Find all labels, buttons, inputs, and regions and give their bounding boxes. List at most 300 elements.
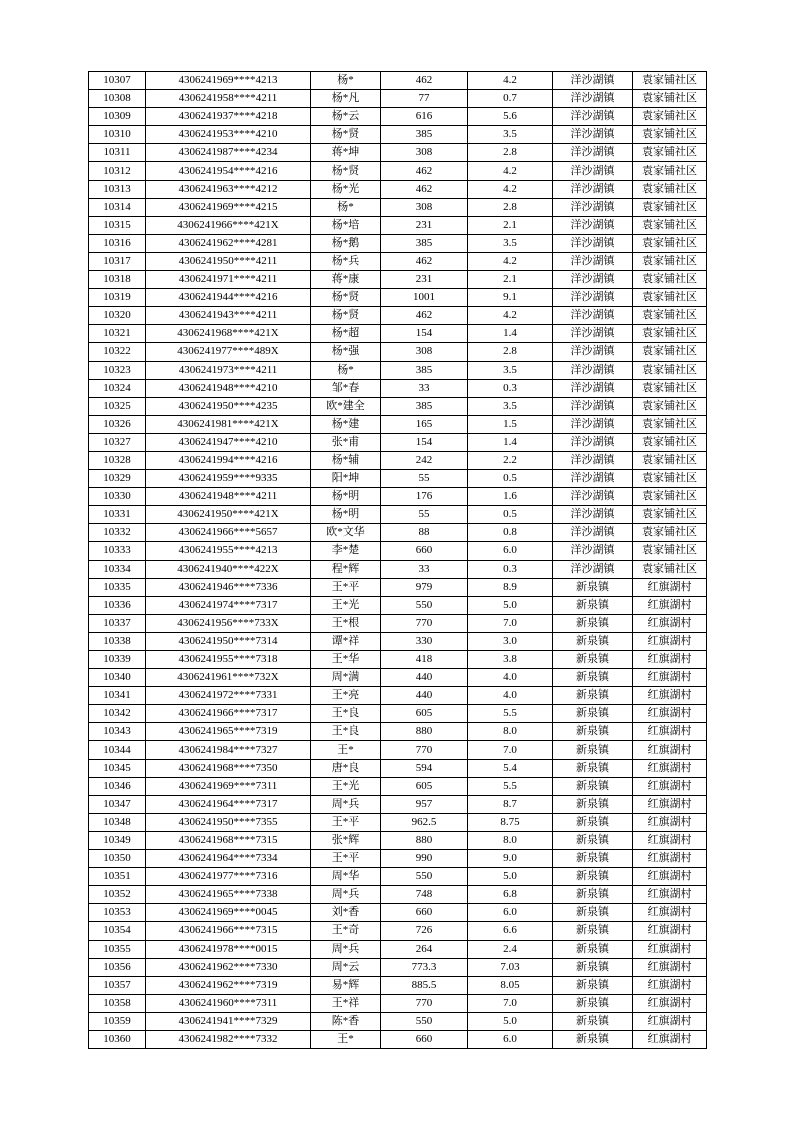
area-mu-cell: 6.0 bbox=[468, 1030, 553, 1048]
area-mu-cell: 5.4 bbox=[468, 759, 553, 777]
amount-cell: 308 bbox=[381, 343, 468, 361]
area-mu-cell: 8.9 bbox=[468, 578, 553, 596]
amount-cell: 990 bbox=[381, 850, 468, 868]
town-cell: 新泉镇 bbox=[553, 687, 633, 705]
name-cell: 王*根 bbox=[311, 614, 381, 632]
area-mu-cell: 2.4 bbox=[468, 940, 553, 958]
table-row bbox=[89, 777, 707, 795]
amount-cell: 176 bbox=[381, 488, 468, 506]
id-card-number-cell: 4306241950****4211 bbox=[146, 252, 311, 270]
id-card-number-cell: 4306241969****4215 bbox=[146, 198, 311, 216]
town-cell: 洋沙湖镇 bbox=[553, 415, 633, 433]
town-cell: 洋沙湖镇 bbox=[553, 361, 633, 379]
amount-cell: 550 bbox=[381, 868, 468, 886]
name-cell: 杨*强 bbox=[311, 343, 381, 361]
amount-cell: 242 bbox=[381, 451, 468, 469]
table-row bbox=[89, 940, 707, 958]
area-mu-cell: 5.5 bbox=[468, 705, 553, 723]
town-cell: 新泉镇 bbox=[553, 868, 633, 886]
name-cell: 杨*贤 bbox=[311, 162, 381, 180]
name-cell: 杨*明 bbox=[311, 506, 381, 524]
area-mu-cell: 8.75 bbox=[468, 813, 553, 831]
village-cell: 红旗湖村 bbox=[633, 886, 707, 904]
village-cell: 袁家铺社区 bbox=[633, 180, 707, 198]
village-cell: 袁家铺社区 bbox=[633, 343, 707, 361]
area-mu-cell: 4.0 bbox=[468, 669, 553, 687]
area-mu-cell: 3.0 bbox=[468, 632, 553, 650]
area-mu-cell: 6.0 bbox=[468, 904, 553, 922]
table-row bbox=[89, 560, 707, 578]
town-cell: 洋沙湖镇 bbox=[553, 144, 633, 162]
serial-number-cell: 10320 bbox=[89, 307, 146, 325]
name-cell: 王*平 bbox=[311, 578, 381, 596]
id-card-number-cell: 4306241963****4212 bbox=[146, 180, 311, 198]
id-card-number-cell: 4306241968****7350 bbox=[146, 759, 311, 777]
serial-number-cell: 10341 bbox=[89, 687, 146, 705]
town-cell: 新泉镇 bbox=[553, 632, 633, 650]
area-mu-cell: 3.5 bbox=[468, 234, 553, 252]
town-cell: 洋沙湖镇 bbox=[553, 325, 633, 343]
name-cell: 王*光 bbox=[311, 596, 381, 614]
id-card-number-cell: 4306241968****7315 bbox=[146, 831, 311, 849]
village-cell: 红旗湖村 bbox=[633, 777, 707, 795]
amount-cell: 308 bbox=[381, 198, 468, 216]
amount-cell: 770 bbox=[381, 614, 468, 632]
name-cell: 杨*鹅 bbox=[311, 234, 381, 252]
name-cell: 周*兵 bbox=[311, 940, 381, 958]
town-cell: 新泉镇 bbox=[553, 795, 633, 813]
name-cell: 杨*兵 bbox=[311, 252, 381, 270]
village-cell: 红旗湖村 bbox=[633, 759, 707, 777]
name-cell: 张*辉 bbox=[311, 831, 381, 849]
village-cell: 红旗湖村 bbox=[633, 904, 707, 922]
serial-number-cell: 10337 bbox=[89, 614, 146, 632]
amount-cell: 550 bbox=[381, 1012, 468, 1030]
serial-number-cell: 10327 bbox=[89, 433, 146, 451]
amount-cell: 770 bbox=[381, 994, 468, 1012]
area-mu-cell: 1.5 bbox=[468, 415, 553, 433]
serial-number-cell: 10352 bbox=[89, 886, 146, 904]
table-row bbox=[89, 162, 707, 180]
id-card-number-cell: 4306241964****7317 bbox=[146, 795, 311, 813]
town-cell: 洋沙湖镇 bbox=[553, 162, 633, 180]
table-row bbox=[89, 216, 707, 234]
name-cell: 刘*香 bbox=[311, 904, 381, 922]
id-card-number-cell: 4306241961****732X bbox=[146, 669, 311, 687]
town-cell: 新泉镇 bbox=[553, 813, 633, 831]
serial-number-cell: 10358 bbox=[89, 994, 146, 1012]
amount-cell: 957 bbox=[381, 795, 468, 813]
table-row bbox=[89, 1012, 707, 1030]
amount-cell: 418 bbox=[381, 651, 468, 669]
name-cell: 杨*凡 bbox=[311, 90, 381, 108]
amount-cell: 154 bbox=[381, 433, 468, 451]
serial-number-cell: 10330 bbox=[89, 488, 146, 506]
name-cell: 杨*光 bbox=[311, 180, 381, 198]
id-card-number-cell: 4306241984****7327 bbox=[146, 741, 311, 759]
name-cell: 欧*建全 bbox=[311, 397, 381, 415]
name-cell: 程*辉 bbox=[311, 560, 381, 578]
table-row bbox=[89, 976, 707, 994]
area-mu-cell: 4.0 bbox=[468, 687, 553, 705]
village-cell: 红旗湖村 bbox=[633, 705, 707, 723]
area-mu-cell: 5.6 bbox=[468, 108, 553, 126]
amount-cell: 773.3 bbox=[381, 958, 468, 976]
area-mu-cell: 4.2 bbox=[468, 72, 553, 90]
serial-number-cell: 10331 bbox=[89, 506, 146, 524]
village-cell: 袁家铺社区 bbox=[633, 72, 707, 90]
town-cell: 新泉镇 bbox=[553, 596, 633, 614]
name-cell: 谭*祥 bbox=[311, 632, 381, 650]
id-card-number-cell: 4306241953****4210 bbox=[146, 126, 311, 144]
id-card-number-cell: 4306241966****7317 bbox=[146, 705, 311, 723]
town-cell: 新泉镇 bbox=[553, 976, 633, 994]
id-card-number-cell: 4306241946****7336 bbox=[146, 578, 311, 596]
table-row bbox=[89, 886, 707, 904]
serial-number-cell: 10324 bbox=[89, 379, 146, 397]
area-mu-cell: 3.8 bbox=[468, 651, 553, 669]
name-cell: 杨*贤 bbox=[311, 307, 381, 325]
id-card-number-cell: 4306241971****4211 bbox=[146, 271, 311, 289]
table-row bbox=[89, 343, 707, 361]
table-row bbox=[89, 126, 707, 144]
name-cell: 欧*文华 bbox=[311, 524, 381, 542]
id-card-number-cell: 4306241977****7316 bbox=[146, 868, 311, 886]
serial-number-cell: 10354 bbox=[89, 922, 146, 940]
table-row bbox=[89, 922, 707, 940]
table-row bbox=[89, 361, 707, 379]
town-cell: 新泉镇 bbox=[553, 850, 633, 868]
id-card-number-cell: 4306241948****4210 bbox=[146, 379, 311, 397]
table-row bbox=[89, 669, 707, 687]
town-cell: 新泉镇 bbox=[553, 705, 633, 723]
serial-number-cell: 10344 bbox=[89, 741, 146, 759]
amount-cell: 962.5 bbox=[381, 813, 468, 831]
village-cell: 红旗湖村 bbox=[633, 669, 707, 687]
area-mu-cell: 5.0 bbox=[468, 1012, 553, 1030]
amount-cell: 550 bbox=[381, 596, 468, 614]
name-cell: 杨*明 bbox=[311, 488, 381, 506]
id-card-number-cell: 4306241960****7311 bbox=[146, 994, 311, 1012]
table-row bbox=[89, 994, 707, 1012]
name-cell: 邹*春 bbox=[311, 379, 381, 397]
area-mu-cell: 5.5 bbox=[468, 777, 553, 795]
name-cell: 张*甫 bbox=[311, 433, 381, 451]
village-cell: 红旗湖村 bbox=[633, 940, 707, 958]
table-row bbox=[89, 651, 707, 669]
name-cell: 蒋*康 bbox=[311, 271, 381, 289]
name-cell: 杨*辅 bbox=[311, 451, 381, 469]
town-cell: 新泉镇 bbox=[553, 886, 633, 904]
table-row bbox=[89, 813, 707, 831]
serial-number-cell: 10329 bbox=[89, 470, 146, 488]
amount-cell: 231 bbox=[381, 271, 468, 289]
serial-number-cell: 10328 bbox=[89, 451, 146, 469]
serial-number-cell: 10349 bbox=[89, 831, 146, 849]
amount-cell: 880 bbox=[381, 723, 468, 741]
amount-cell: 88 bbox=[381, 524, 468, 542]
id-card-number-cell: 4306241954****4216 bbox=[146, 162, 311, 180]
id-card-number-cell: 4306241965****7338 bbox=[146, 886, 311, 904]
town-cell: 洋沙湖镇 bbox=[553, 343, 633, 361]
town-cell: 洋沙湖镇 bbox=[553, 289, 633, 307]
town-cell: 新泉镇 bbox=[553, 759, 633, 777]
table-row bbox=[89, 596, 707, 614]
town-cell: 洋沙湖镇 bbox=[553, 542, 633, 560]
serial-number-cell: 10307 bbox=[89, 72, 146, 90]
village-cell: 袁家铺社区 bbox=[633, 524, 707, 542]
serial-number-cell: 10322 bbox=[89, 343, 146, 361]
town-cell: 洋沙湖镇 bbox=[553, 560, 633, 578]
area-mu-cell: 8.0 bbox=[468, 831, 553, 849]
id-card-number-cell: 4306241981****421X bbox=[146, 415, 311, 433]
area-mu-cell: 3.5 bbox=[468, 397, 553, 415]
amount-cell: 330 bbox=[381, 632, 468, 650]
amount-cell: 385 bbox=[381, 361, 468, 379]
serial-number-cell: 10334 bbox=[89, 560, 146, 578]
area-mu-cell: 2.2 bbox=[468, 451, 553, 469]
village-cell: 袁家铺社区 bbox=[633, 325, 707, 343]
area-mu-cell: 1.4 bbox=[468, 325, 553, 343]
name-cell: 王*光 bbox=[311, 777, 381, 795]
table-row bbox=[89, 1030, 707, 1048]
village-cell: 红旗湖村 bbox=[633, 994, 707, 1012]
area-mu-cell: 1.4 bbox=[468, 433, 553, 451]
serial-number-cell: 10346 bbox=[89, 777, 146, 795]
village-cell: 红旗湖村 bbox=[633, 614, 707, 632]
amount-cell: 440 bbox=[381, 687, 468, 705]
table-row bbox=[89, 415, 707, 433]
id-card-number-cell: 4306241987****4234 bbox=[146, 144, 311, 162]
amount-cell: 605 bbox=[381, 705, 468, 723]
amount-cell: 55 bbox=[381, 506, 468, 524]
name-cell: 周*满 bbox=[311, 669, 381, 687]
id-card-number-cell: 4306241962****4281 bbox=[146, 234, 311, 252]
serial-number-cell: 10310 bbox=[89, 126, 146, 144]
area-mu-cell: 0.7 bbox=[468, 90, 553, 108]
amount-cell: 880 bbox=[381, 831, 468, 849]
table-row bbox=[89, 904, 707, 922]
table-row bbox=[89, 687, 707, 705]
id-card-number-cell: 4306241941****7329 bbox=[146, 1012, 311, 1030]
area-mu-cell: 2.8 bbox=[468, 144, 553, 162]
table-row bbox=[89, 144, 707, 162]
id-card-number-cell: 4306241966****5657 bbox=[146, 524, 311, 542]
amount-cell: 462 bbox=[381, 307, 468, 325]
amount-cell: 308 bbox=[381, 144, 468, 162]
amount-cell: 77 bbox=[381, 90, 468, 108]
name-cell: 杨* bbox=[311, 361, 381, 379]
village-cell: 红旗湖村 bbox=[633, 651, 707, 669]
amount-cell: 462 bbox=[381, 180, 468, 198]
serial-number-cell: 10308 bbox=[89, 90, 146, 108]
id-card-number-cell: 4306241959****9335 bbox=[146, 470, 311, 488]
town-cell: 洋沙湖镇 bbox=[553, 108, 633, 126]
subsidy-table bbox=[88, 71, 707, 1049]
area-mu-cell: 7.0 bbox=[468, 994, 553, 1012]
id-card-number-cell: 4306241968****421X bbox=[146, 325, 311, 343]
serial-number-cell: 10312 bbox=[89, 162, 146, 180]
table-row bbox=[89, 451, 707, 469]
area-mu-cell: 2.1 bbox=[468, 216, 553, 234]
table-row bbox=[89, 759, 707, 777]
id-card-number-cell: 4306241950****7314 bbox=[146, 632, 311, 650]
table-row bbox=[89, 868, 707, 886]
amount-cell: 165 bbox=[381, 415, 468, 433]
name-cell: 杨* bbox=[311, 72, 381, 90]
amount-cell: 385 bbox=[381, 126, 468, 144]
village-cell: 红旗湖村 bbox=[633, 850, 707, 868]
name-cell: 王*良 bbox=[311, 723, 381, 741]
area-mu-cell: 7.0 bbox=[468, 741, 553, 759]
area-mu-cell: 0.3 bbox=[468, 379, 553, 397]
town-cell: 洋沙湖镇 bbox=[553, 506, 633, 524]
table-row bbox=[89, 723, 707, 741]
serial-number-cell: 10313 bbox=[89, 180, 146, 198]
town-cell: 新泉镇 bbox=[553, 777, 633, 795]
amount-cell: 726 bbox=[381, 922, 468, 940]
village-cell: 袁家铺社区 bbox=[633, 361, 707, 379]
table-row bbox=[89, 506, 707, 524]
serial-number-cell: 10315 bbox=[89, 216, 146, 234]
amount-cell: 748 bbox=[381, 886, 468, 904]
town-cell: 洋沙湖镇 bbox=[553, 451, 633, 469]
id-card-number-cell: 4306241965****7319 bbox=[146, 723, 311, 741]
village-cell: 红旗湖村 bbox=[633, 1012, 707, 1030]
serial-number-cell: 10350 bbox=[89, 850, 146, 868]
area-mu-cell: 9.0 bbox=[468, 850, 553, 868]
village-cell: 袁家铺社区 bbox=[633, 451, 707, 469]
area-mu-cell: 1.6 bbox=[468, 488, 553, 506]
area-mu-cell: 6.0 bbox=[468, 542, 553, 560]
table-row bbox=[89, 379, 707, 397]
table-row bbox=[89, 307, 707, 325]
town-cell: 新泉镇 bbox=[553, 940, 633, 958]
serial-number-cell: 10314 bbox=[89, 198, 146, 216]
village-cell: 袁家铺社区 bbox=[633, 144, 707, 162]
id-card-number-cell: 4306241958****4211 bbox=[146, 90, 311, 108]
area-mu-cell: 0.8 bbox=[468, 524, 553, 542]
town-cell: 新泉镇 bbox=[553, 723, 633, 741]
village-cell: 袁家铺社区 bbox=[633, 126, 707, 144]
id-card-number-cell: 4306241950****7355 bbox=[146, 813, 311, 831]
village-cell: 袁家铺社区 bbox=[633, 289, 707, 307]
amount-cell: 660 bbox=[381, 1030, 468, 1048]
name-cell: 王*平 bbox=[311, 813, 381, 831]
id-card-number-cell: 4306241973****4211 bbox=[146, 361, 311, 379]
amount-cell: 885.5 bbox=[381, 976, 468, 994]
village-cell: 红旗湖村 bbox=[633, 831, 707, 849]
town-cell: 洋沙湖镇 bbox=[553, 524, 633, 542]
serial-number-cell: 10353 bbox=[89, 904, 146, 922]
table-row bbox=[89, 958, 707, 976]
serial-number-cell: 10347 bbox=[89, 795, 146, 813]
area-mu-cell: 4.2 bbox=[468, 252, 553, 270]
village-cell: 红旗湖村 bbox=[633, 922, 707, 940]
amount-cell: 264 bbox=[381, 940, 468, 958]
serial-number-cell: 10332 bbox=[89, 524, 146, 542]
village-cell: 红旗湖村 bbox=[633, 741, 707, 759]
serial-number-cell: 10316 bbox=[89, 234, 146, 252]
area-mu-cell: 4.2 bbox=[468, 180, 553, 198]
id-card-number-cell: 4306241994****4216 bbox=[146, 451, 311, 469]
serial-number-cell: 10335 bbox=[89, 578, 146, 596]
amount-cell: 385 bbox=[381, 234, 468, 252]
village-cell: 红旗湖村 bbox=[633, 868, 707, 886]
town-cell: 洋沙湖镇 bbox=[553, 433, 633, 451]
id-card-number-cell: 4306241974****7317 bbox=[146, 596, 311, 614]
town-cell: 新泉镇 bbox=[553, 904, 633, 922]
id-card-number-cell: 4306241962****7330 bbox=[146, 958, 311, 976]
amount-cell: 462 bbox=[381, 252, 468, 270]
area-mu-cell: 9.1 bbox=[468, 289, 553, 307]
table-row bbox=[89, 831, 707, 849]
serial-number-cell: 10359 bbox=[89, 1012, 146, 1030]
serial-number-cell: 10342 bbox=[89, 705, 146, 723]
town-cell: 洋沙湖镇 bbox=[553, 470, 633, 488]
table-row bbox=[89, 524, 707, 542]
serial-number-cell: 10319 bbox=[89, 289, 146, 307]
serial-number-cell: 10351 bbox=[89, 868, 146, 886]
name-cell: 周*兵 bbox=[311, 886, 381, 904]
name-cell: 王*亮 bbox=[311, 687, 381, 705]
village-cell: 红旗湖村 bbox=[633, 958, 707, 976]
table-row bbox=[89, 252, 707, 270]
id-card-number-cell: 4306241978****0015 bbox=[146, 940, 311, 958]
town-cell: 洋沙湖镇 bbox=[553, 488, 633, 506]
table-row bbox=[89, 90, 707, 108]
id-card-number-cell: 4306241944****4216 bbox=[146, 289, 311, 307]
village-cell: 袁家铺社区 bbox=[633, 560, 707, 578]
village-cell: 袁家铺社区 bbox=[633, 397, 707, 415]
area-mu-cell: 3.5 bbox=[468, 126, 553, 144]
town-cell: 新泉镇 bbox=[553, 1012, 633, 1030]
village-cell: 袁家铺社区 bbox=[633, 488, 707, 506]
name-cell: 杨*超 bbox=[311, 325, 381, 343]
amount-cell: 979 bbox=[381, 578, 468, 596]
name-cell: 李*楚 bbox=[311, 542, 381, 560]
town-cell: 洋沙湖镇 bbox=[553, 307, 633, 325]
town-cell: 洋沙湖镇 bbox=[553, 252, 633, 270]
name-cell: 王*华 bbox=[311, 651, 381, 669]
serial-number-cell: 10326 bbox=[89, 415, 146, 433]
area-mu-cell: 0.5 bbox=[468, 470, 553, 488]
town-cell: 洋沙湖镇 bbox=[553, 379, 633, 397]
area-mu-cell: 5.0 bbox=[468, 868, 553, 886]
table-row bbox=[89, 180, 707, 198]
town-cell: 洋沙湖镇 bbox=[553, 397, 633, 415]
town-cell: 新泉镇 bbox=[553, 614, 633, 632]
table-row bbox=[89, 614, 707, 632]
table-row bbox=[89, 470, 707, 488]
amount-cell: 605 bbox=[381, 777, 468, 795]
id-card-number-cell: 4306241966****7315 bbox=[146, 922, 311, 940]
id-card-number-cell: 4306241948****4211 bbox=[146, 488, 311, 506]
table-row bbox=[89, 397, 707, 415]
name-cell: 杨* bbox=[311, 198, 381, 216]
id-card-number-cell: 4306241947****4210 bbox=[146, 433, 311, 451]
table-row bbox=[89, 542, 707, 560]
area-mu-cell: 2.8 bbox=[468, 198, 553, 216]
area-mu-cell: 4.2 bbox=[468, 307, 553, 325]
area-mu-cell: 8.05 bbox=[468, 976, 553, 994]
name-cell: 王* bbox=[311, 1030, 381, 1048]
area-mu-cell: 8.7 bbox=[468, 795, 553, 813]
area-mu-cell: 6.8 bbox=[468, 886, 553, 904]
town-cell: 新泉镇 bbox=[553, 669, 633, 687]
table-row bbox=[89, 108, 707, 126]
town-cell: 洋沙湖镇 bbox=[553, 90, 633, 108]
